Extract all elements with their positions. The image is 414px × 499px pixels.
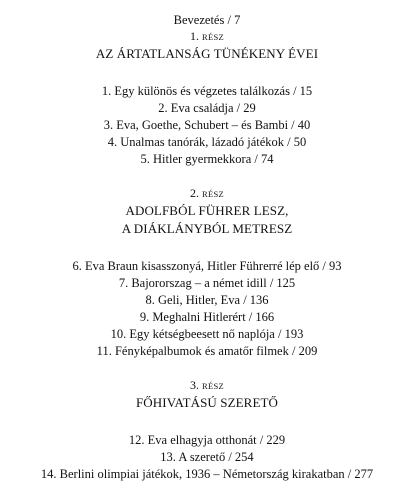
chapter-entry: 3. Eva, Goethe, Schubert – és Bambi / 40 (103, 118, 311, 132)
part-2-title-line-1: ADOLFBÓL FÜHRER LESZ, (125, 203, 289, 218)
intro-page: 7 (234, 13, 241, 27)
chapter-entry: 1. Egy különös és végzetes találkozás / 15 (101, 84, 313, 98)
part-3-chapter-list (0, 432, 414, 483)
chapter-entry: 9. Meghalni Hitlerért / 166 (139, 310, 275, 324)
part-1-word: RÉSZ (202, 32, 224, 42)
part-3-title: FŐHIVATÁSÚ SZERETŐ (135, 395, 279, 410)
chapter-entry: 13. A szerető / 254 (160, 450, 254, 464)
chapter-entry: 4. Unalmas tanórák, lázadó játékok / 50 (107, 135, 307, 149)
chapter-entry: 10. Egy kétségbeesett nő naplója / 193 (110, 327, 304, 341)
part-2-label (0, 186, 414, 202)
part-3-word: RÉSZ (202, 381, 224, 391)
part-3-number: 3. (190, 378, 199, 392)
chapter-entry: 11. Fényképalbumok és amatőr filmek / 209 (96, 344, 318, 358)
part-2-chapter-list (0, 258, 414, 360)
part-2-word: RÉSZ (202, 189, 224, 199)
part-3-label (0, 378, 414, 394)
part-2-number: 2. (190, 186, 199, 200)
part-1-number: 1. (190, 29, 199, 43)
chapter-entry: 14. Berlini olimpiai játékok, 1936 – Németország kirakatban / 277 (40, 467, 374, 481)
intro-title: Bevezetés (173, 13, 225, 27)
chapter-entry: 12. Eva elhagyja otthonát / 229 (128, 433, 286, 447)
part-1-title: AZ ÁRTATLANSÁG TÜNÉKENY ÉVEI (95, 46, 319, 61)
intro-entry: Bevezetés / 7 (173, 13, 241, 27)
part-1-chapter-list (0, 83, 414, 168)
chapter-entry: 7. Bajororszag – a német idill / 125 (118, 276, 296, 290)
chapter-entry: 6. Eva Braun kisasszonyá, Hitler Führerré lép elő / 93 (72, 259, 342, 273)
part-1-label (0, 29, 414, 45)
chapter-entry: 8. Geli, Hitler, Eva / 136 (145, 293, 269, 307)
part-2-title-line-2: A DIÁKLÁNYBÓL METRESZ (121, 221, 293, 236)
chapter-entry: 5. Hitler gyermekkora / 74 (140, 152, 274, 166)
chapter-entry: 2. Eva családja / 29 (158, 101, 256, 115)
